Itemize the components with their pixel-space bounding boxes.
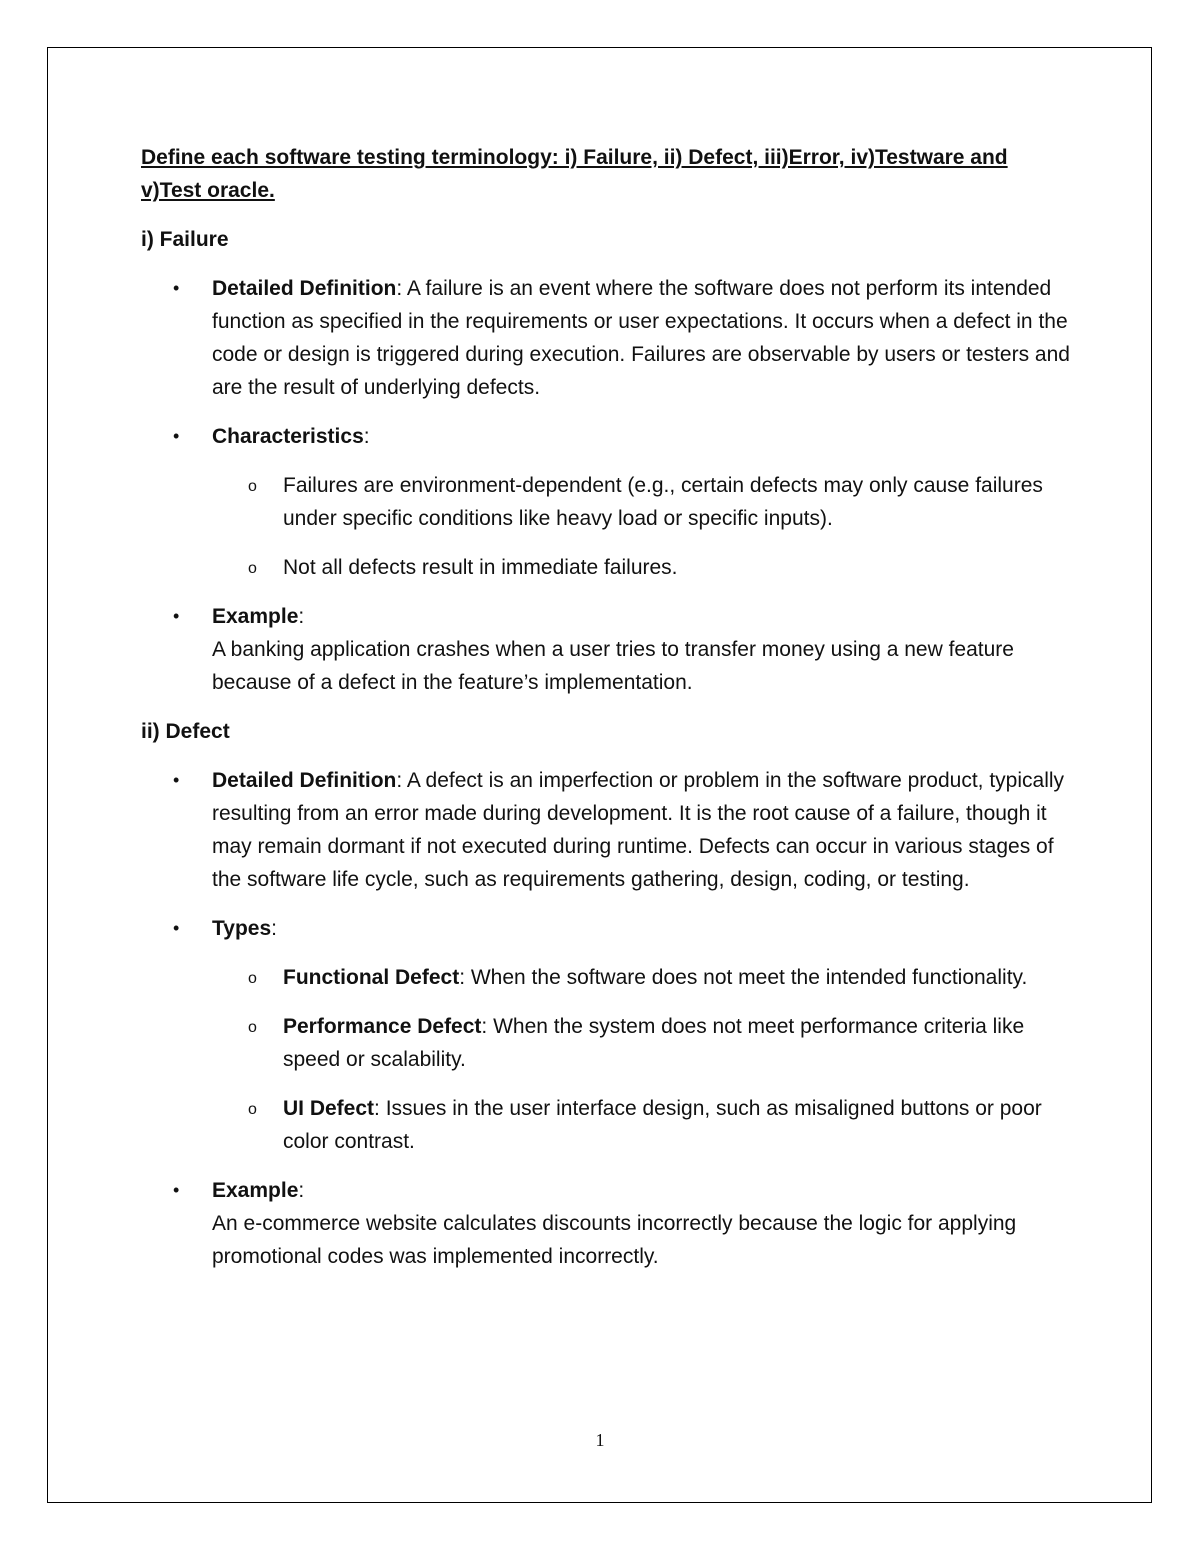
sub-bullet-characteristic xyxy=(141,551,1071,584)
example-text: An e-commerce website calculates discounts incorrectly because the logic for applying promotional codes was implemented incorrectly. xyxy=(212,1212,1017,1268)
types-suffix: : xyxy=(271,917,277,940)
sub-bullet-icon: o xyxy=(248,1101,257,1118)
types-label: Types xyxy=(212,917,272,940)
page-number: 1 xyxy=(595,1430,605,1450)
bullet-icon: • xyxy=(173,426,180,446)
bullet-icon: • xyxy=(173,770,180,790)
type-text: : When the software does not meet the intended functionality. xyxy=(459,966,1028,989)
example-label: Example xyxy=(212,1179,299,1202)
type-label: Performance Defect xyxy=(283,1015,482,1038)
sub-bullet-icon: o xyxy=(248,560,257,577)
type-text: : When the system does not meet performance criteria like speed or scalability. xyxy=(283,1015,1025,1071)
bullet-icon: • xyxy=(173,278,180,298)
definition-text: : A defect is an imperfection or problem in the software product, typically resulting from an error made during development. It is the root cause of a failure, though it may remain dormant if not executed during runtime. Defects can occur in various stages of the software life cycle, such as requirements gathering, design, coding, or testing. xyxy=(212,769,1065,891)
section-heading-failure: i) Failure xyxy=(141,228,229,251)
bullet-failure-example xyxy=(141,600,1071,699)
sub-bullet-type xyxy=(141,1010,1071,1076)
characteristic-text: Failures are environment-dependent (e.g., certain defects may only cause failures under specific conditions like heavy load or specific inputs). xyxy=(283,474,1043,530)
bullet-icon: • xyxy=(173,918,180,938)
definition-label: Detailed Definition xyxy=(212,769,397,792)
section-heading-defect: ii) Defect xyxy=(141,720,230,743)
definition-text: : A failure is an event where the software does not perform its intended function as specified in the requirements or user expectations. It occurs when a defect in the code or design is triggered during execution. Failures are observable by users or testers and are the result of underlying defects. xyxy=(212,277,1070,399)
type-text: : Issues in the user interface design, such as misaligned buttons or poor color contrast. xyxy=(283,1097,1042,1153)
sub-bullet-icon: o xyxy=(248,478,257,495)
bullet-icon: • xyxy=(173,1180,180,1200)
document-body xyxy=(141,141,1071,1273)
bullet-defect-types xyxy=(141,912,1071,945)
document-title: Define each software testing terminology: i) Failure, ii) Defect, iii)Error, iv)Testware and v)Test oracle. xyxy=(141,146,1008,202)
sub-bullet-icon: o xyxy=(248,970,257,987)
bullet-failure-characteristics xyxy=(141,420,1071,453)
bullet-failure-definition xyxy=(141,272,1071,404)
characteristics-label: Characteristics xyxy=(212,425,364,448)
type-label: Functional Defect xyxy=(283,966,460,989)
example-label: Example xyxy=(212,605,299,628)
sub-bullet-characteristic xyxy=(141,469,1071,535)
example-suffix: : xyxy=(298,605,305,628)
characteristics-suffix: : xyxy=(363,425,370,448)
example-text: A banking application crashes when a user tries to transfer money using a new feature because of a defect in the feature’s implementation. xyxy=(212,638,1014,694)
sub-bullet-type xyxy=(141,1092,1071,1158)
type-label: UI Defect xyxy=(283,1097,375,1120)
definition-label: Detailed Definition xyxy=(212,277,397,300)
bullet-defect-definition xyxy=(141,764,1071,896)
sub-bullet-type xyxy=(141,961,1071,994)
example-suffix: : xyxy=(298,1179,305,1202)
bullet-icon: • xyxy=(173,606,180,626)
sub-bullet-icon: o xyxy=(248,1019,257,1036)
characteristic-text: Not all defects result in immediate failures. xyxy=(283,556,678,579)
bullet-defect-example xyxy=(141,1174,1071,1273)
